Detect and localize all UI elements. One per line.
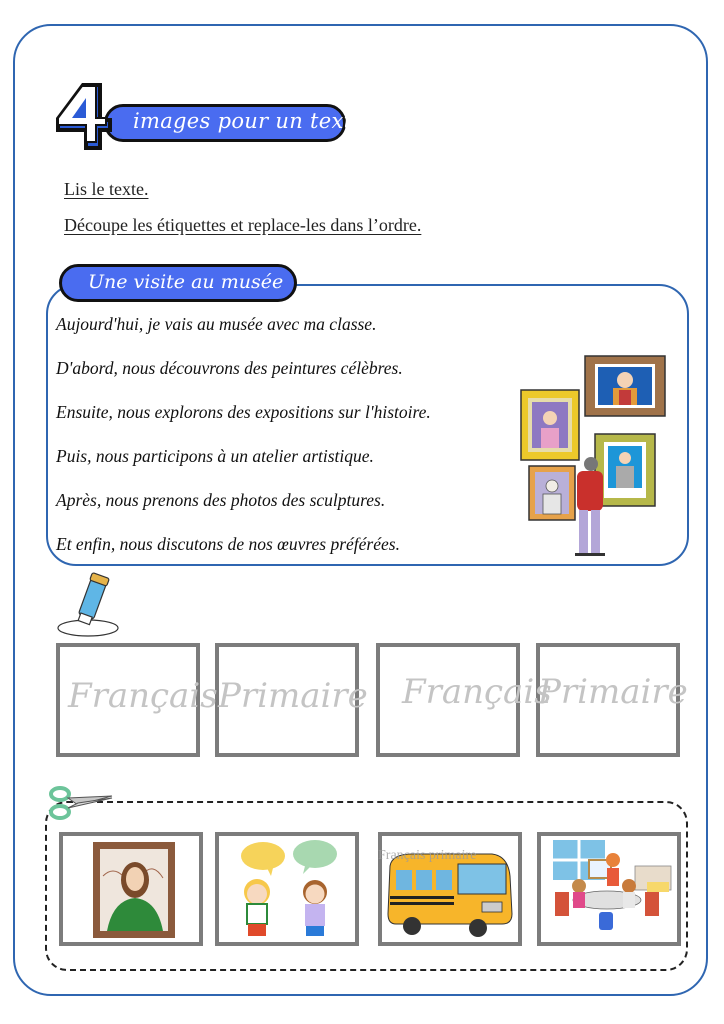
title-text: images pour un texte <box>133 109 366 133</box>
museum-illustration <box>515 350 675 560</box>
title-pill <box>104 104 366 142</box>
mona-lisa-painting <box>63 836 199 942</box>
story-title-pill <box>59 264 297 302</box>
story-line: Et enfin, nous discutons de nos œuvres préférées. <box>56 534 400 554</box>
cut-card-children-talking[interactable] <box>215 832 359 946</box>
number-four-icon <box>52 80 116 154</box>
watermark-text: Primaire <box>538 672 688 712</box>
story-text <box>56 312 431 576</box>
watermark-text: Français <box>402 672 552 712</box>
glue-stick-icon <box>52 570 122 640</box>
cut-card-art-workshop[interactable] <box>537 832 681 946</box>
story-line: Aujourd'hui, je vais au musée avec ma classe. <box>56 314 377 334</box>
children-talking-image <box>219 836 355 942</box>
instruction-cut: Découpe les étiquettes et replace-les dans l’ordre. <box>64 215 422 235</box>
instruction-read: Lis le texte. <box>64 179 149 199</box>
scissors-icon <box>48 786 114 822</box>
exercise-title <box>52 80 366 150</box>
story-line: Ensuite, nous explorons des expositions sur l'histoire. <box>56 402 431 422</box>
story-title: Une visite au musée <box>88 271 284 293</box>
watermark-text: Français <box>68 676 218 716</box>
cut-card-mona-lisa[interactable] <box>59 832 203 946</box>
card-watermark: Français primaire <box>378 848 477 863</box>
watermark-text: Primaire <box>218 676 368 716</box>
art-workshop-image <box>541 836 677 942</box>
story-line: Après, nous prenons des photos des sculptures. <box>56 490 386 510</box>
story-line: Puis, nous participons à un atelier artistique. <box>56 446 374 466</box>
story-line: D'abord, nous découvrons des peintures célèbres. <box>56 358 403 378</box>
